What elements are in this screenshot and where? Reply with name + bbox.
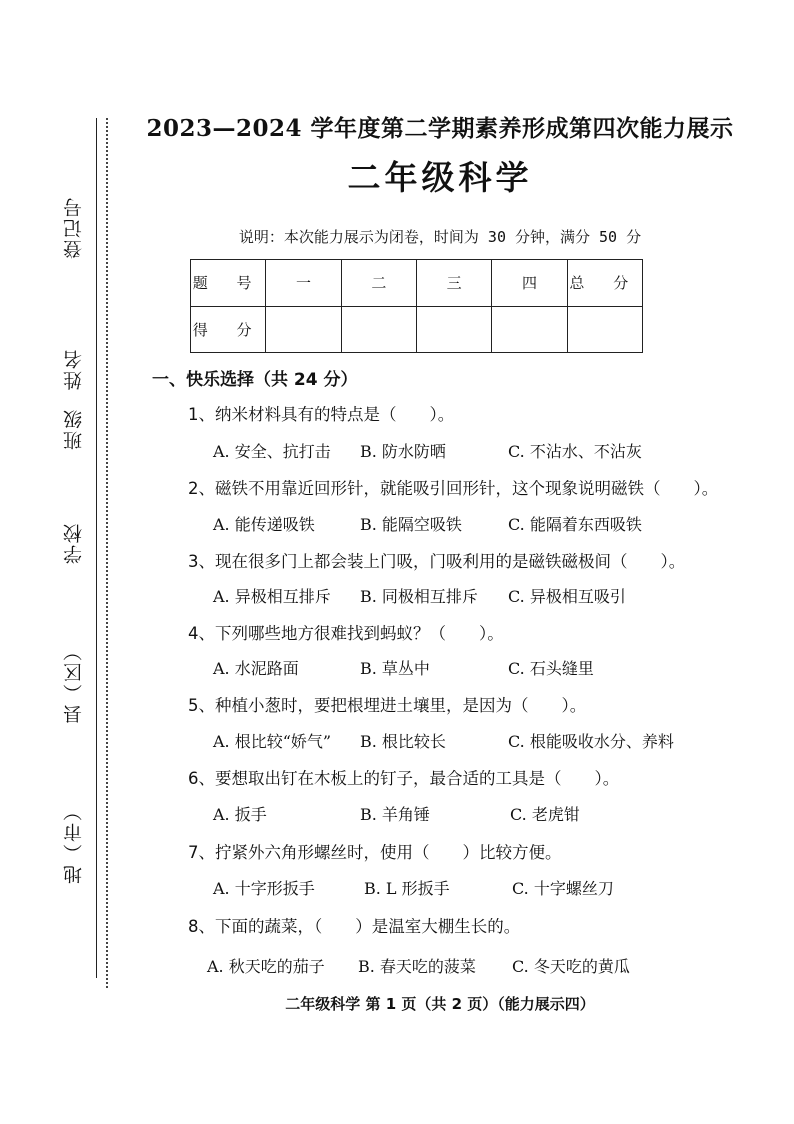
question-4: 4、下列哪些地方很难找到蚂蚁？（ ）。 — [188, 624, 504, 643]
score-value-cell — [266, 306, 341, 353]
registration-number-label: 登记号 — [63, 196, 85, 259]
question-3: 3、现在很多门上都会装上门吸，门吸利用的是磁铁磁极间（ ）。 — [188, 552, 686, 571]
option-a: A. 安全、抗打击 — [213, 442, 331, 461]
score-value-cell — [416, 306, 491, 353]
page-footer: 二年级科学 第 1 页（共 2 页）（能力展示四） — [285, 995, 595, 1013]
city-label: 地（市） — [63, 800, 85, 884]
option-a: A. 十字形扳手 — [213, 879, 315, 898]
score-table — [190, 259, 643, 353]
option-b: B. 羊角锤 — [360, 805, 430, 824]
option-a: A. 秋天吃的茄子 — [207, 957, 325, 976]
option-c: C. 十字螺丝刀 — [512, 879, 614, 898]
county-label: 县（区） — [63, 640, 85, 724]
score-header-cell: 三 — [416, 260, 491, 307]
school-label: 学校 — [63, 522, 85, 564]
question-6: 6、要想取出钉在木板上的钉子，最合适的工具是（ ）。 — [188, 769, 620, 788]
score-header-cell: 一 — [266, 260, 341, 307]
option-a: A. 能传递吸铁 — [213, 515, 315, 534]
section-title: 一、快乐选择（共 24 分） — [152, 370, 358, 390]
score-value-cell — [567, 306, 642, 353]
option-b: B. 草丛中 — [360, 659, 430, 678]
option-c: C. 冬天吃的黄瓜 — [512, 957, 630, 976]
score-header-row — [191, 260, 643, 307]
question-8: 8、下面的蔬菜，（ ）是温室大棚生长的。 — [188, 917, 521, 936]
exam-instructions: 说明：本次能力展示为闭卷，时间为 30 分钟，满分 50 分 — [238, 228, 642, 246]
option-a: A. 水泥路面 — [213, 659, 299, 678]
score-header-cell: 总 分 — [567, 260, 642, 307]
option-b: B. 防水防晒 — [360, 442, 446, 461]
question-2: 2、磁铁不用靠近回形针，就能吸引回形针，这个现象说明磁铁（ ）。 — [188, 479, 719, 498]
option-c: C. 能隔着东西吸铁 — [508, 515, 642, 534]
score-value-row — [191, 306, 643, 353]
option-a: A. 异极相互排斥 — [213, 587, 331, 606]
option-a: A. 扳手 — [213, 805, 267, 824]
option-b: B. 同极相互排斥 — [360, 587, 478, 606]
exam-title: 2023—2024 学年度第二学期素养形成第四次能力展示 — [146, 115, 734, 142]
option-c: C. 异极相互吸引 — [508, 587, 626, 606]
option-b: B. 根比较长 — [360, 732, 446, 751]
score-row-label: 得 分 — [191, 306, 266, 353]
option-c: C. 不沾水、不沾灰 — [508, 442, 642, 461]
option-c: C. 根能吸收水分、养料 — [508, 732, 674, 751]
score-header-cell: 二 — [341, 260, 416, 307]
question-5: 5、种植小葱时，要把根埋进土壤里，是因为（ ）。 — [188, 696, 587, 715]
class-label: 班级 — [63, 408, 85, 450]
option-b: B. 春天吃的菠菜 — [358, 957, 476, 976]
score-header-cell: 四 — [492, 260, 567, 307]
question-7: 7、拧紧外六角形螺丝时，使用（ ）比较方便。 — [188, 843, 562, 862]
option-b: B. L 形扳手 — [364, 879, 450, 898]
option-a: A. 根比较“娇气” — [213, 732, 332, 751]
score-value-cell — [341, 306, 416, 353]
exam-subtitle: 二年级科学 — [347, 158, 533, 197]
name-label: 姓名 — [63, 348, 85, 390]
option-c: C. 老虎钳 — [510, 805, 580, 824]
binding-strip — [0, 0, 112, 1124]
option-c: C. 石头缝里 — [508, 659, 594, 678]
option-b: B. 能隔空吸铁 — [360, 515, 462, 534]
score-value-cell — [492, 306, 567, 353]
question-1: 1、纳米材料具有的特点是（ ）。 — [188, 405, 455, 424]
cut-line — [106, 118, 108, 988]
score-header-cell: 题 号 — [191, 260, 266, 307]
